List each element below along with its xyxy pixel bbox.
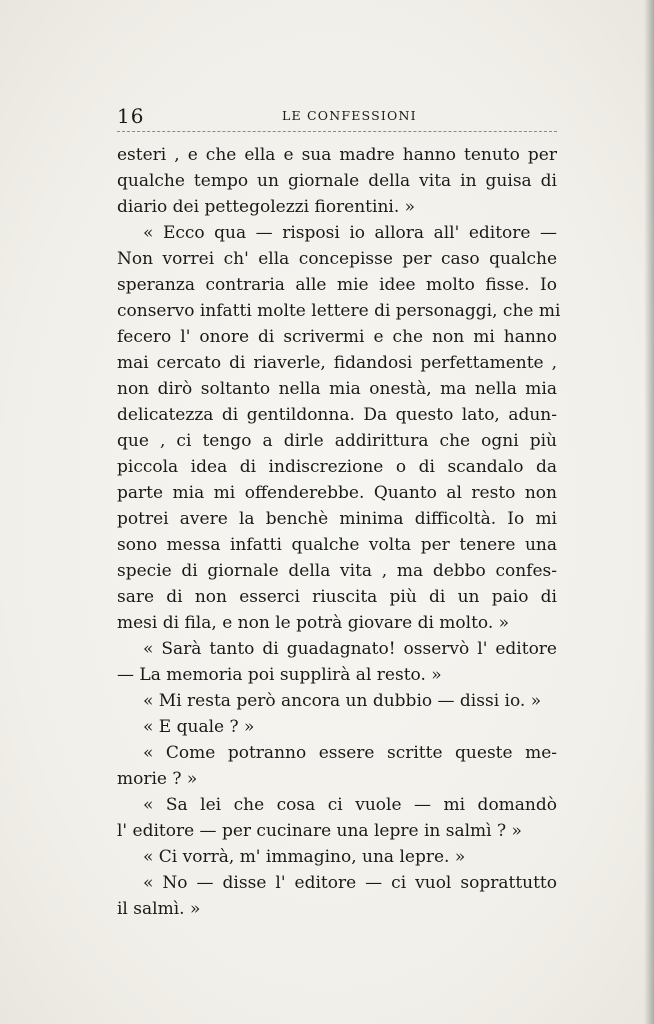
running-title: LE CONFESSIONI xyxy=(282,108,417,123)
text-line: « Sarà tanto di guadagnato! osservò l' editore xyxy=(143,639,557,659)
text-line: Non vorrei ch' ella concepisse per caso qualche xyxy=(117,249,557,269)
text-line: que , ci tengo a dirle addirittura che ogni più xyxy=(117,431,557,451)
text-line: diario dei pettegolezzi fiorentini. » xyxy=(117,197,416,217)
page-edge-shadow xyxy=(644,0,654,1024)
text-line: il salmì. » xyxy=(117,899,201,919)
text-line: delicatezza di gentildonna. Da questo lato, adun- xyxy=(117,405,557,425)
text-line: l' editore — per cucinare una lepre in salmì ? » xyxy=(117,821,522,841)
text-line: potrei avere la benchè minima difficoltà. Io mi xyxy=(117,509,557,529)
text-line: « Mi resta però ancora un dubbio — dissi io. » xyxy=(143,691,542,711)
text-line: « Sa lei che cosa ci vuole — mi domandò xyxy=(143,795,557,815)
text-line: sare di non esserci riuscita più di un paio di xyxy=(117,587,557,607)
text-line: mai cercato di riaverle, fidandosi perfettamente , xyxy=(117,353,557,373)
text-line: piccola idea di indiscrezione o di scandalo da xyxy=(117,457,557,477)
text-line: speranza contraria alle mie idee molto fisse. Io xyxy=(117,275,557,295)
text-line: fecero l' onore di scrivermi e che non mi hanno xyxy=(117,327,557,347)
text-line: conservo infatti molte lettere di personaggi, che mi xyxy=(117,301,561,321)
text-line: sono messa infatti qualche volta per tenere una xyxy=(117,535,557,555)
text-line: specie di giornale della vita , ma debbo confes- xyxy=(117,561,557,581)
text-line: morie ? » xyxy=(117,769,198,789)
page-number: 16 xyxy=(117,104,145,128)
text-line: « Ecco qua — risposi io allora all' editore — xyxy=(143,223,557,243)
text-line: « No — disse l' editore — ci vuol soprattutto xyxy=(143,873,557,893)
header-rule xyxy=(117,131,557,132)
text-line: « E quale ? » xyxy=(143,717,255,737)
text-line: mesi di fila, e non le potrà giovare di molto. » xyxy=(117,613,510,633)
body-text xyxy=(117,142,561,922)
text-line: « Ci vorrà, m' immagino, una lepre. » xyxy=(143,847,466,867)
text-line: qualche tempo un giornale della vita in guisa di xyxy=(117,171,557,191)
page-header xyxy=(117,100,557,128)
text-line: non dirò soltanto nella mia onestà, ma nella mia xyxy=(117,379,557,399)
text-line: parte mia mi offenderebbe. Quanto al resto non xyxy=(117,483,557,503)
text-line: — La memoria poi supplirà al resto. » xyxy=(117,665,442,685)
text-line: esteri , e che ella e sua madre hanno tenuto per xyxy=(117,145,557,165)
text-line: « Come potranno essere scritte queste me- xyxy=(143,743,557,763)
